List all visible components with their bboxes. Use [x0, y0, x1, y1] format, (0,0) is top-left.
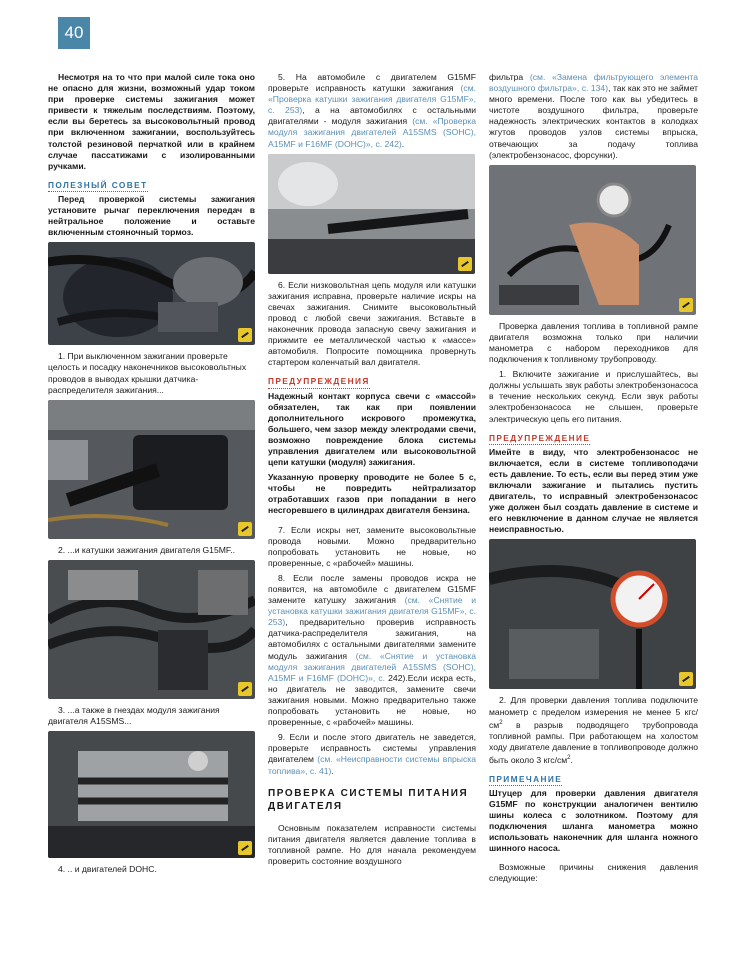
caption-1: 1. При выключенном зажигании проверьте целость и посадку наконечников высоковольтных проводов в выводах крышки датчика-распределителя зажигания...	[48, 351, 247, 395]
photo-dohc-engine	[48, 731, 255, 858]
column-1	[48, 72, 255, 879]
causes-intro: Возможные причины снижения давления следующие:	[489, 862, 698, 884]
warning-title: ПРЕДУПРЕЖДЕНИЕ	[489, 433, 590, 445]
superscript: 2	[567, 754, 571, 761]
ref-link[interactable]: (см. «Проверка катушки зажигания двигателя G15MF», с. 253)	[268, 83, 476, 116]
photo-spark-plug-wire	[268, 154, 475, 274]
ref-link[interactable]: (см. «Замена фильтрующего элемента воздушного фильтра», с. 134)	[489, 72, 698, 94]
warning-text: Имейте в виду, что электробензонасос не включается, если в системе топливоподачи есть давление. То есть, если вы перед этим уже включали зажигание и пытались пустить двигатель, то исправный электробензонасос уже должен был создать давление в системе и его невключение в данном случае не является неисправностью.	[489, 446, 698, 535]
photo-distributor	[48, 242, 255, 345]
section-heading: ПРОВЕРКА СИСТЕМЫ ПИТАНИЯ ДВИГАТЕЛЯ	[268, 787, 469, 812]
caption-4: 4. .. и двигателей DOHC.	[58, 863, 157, 874]
step-8	[268, 573, 476, 728]
tool-icon	[458, 257, 472, 271]
filter-continuation	[489, 72, 698, 161]
note-title: ПРИМЕЧАНИЕ	[489, 774, 562, 786]
tip-title: ПОЛЕЗНЫЙ СОВЕТ	[48, 180, 148, 192]
photo-ignition-coil	[48, 400, 255, 539]
step-9-text: 9. Если и после этого двигатель не заведется, проверьте исправность системы управления двигателем	[268, 732, 476, 765]
step-9-text: .	[331, 765, 334, 776]
tool-icon	[679, 298, 693, 312]
note-text: Штуцер для проверки давления двигателя G15MF по конструкции аналогичен вентилю шины колеса с золотником. Поэтому для подключения шланга манометра можно использовать наконечник для шланга ножного шинного насоса.	[489, 787, 698, 854]
tool-icon	[238, 522, 252, 536]
column-3	[489, 72, 698, 889]
continuation-text: фильтра	[489, 72, 530, 82]
step-6: 6. Если низковольтная цепь модуля или катушки зажигания исправна, проверьте наличие искры на свечах зажигания. Снимите высоковольтный провод с любой свечи зажигания. Вставьте в наконечник провода запасную свечу зажигания и прижмите ее металлической частью к «массе» автомобиля. Попросите помощника провернуть стартером коленчатый вал двигателя.	[268, 279, 476, 368]
tip-text: Перед проверкой системы зажигания установите рычаг переключения передач в нейтральное положение и оставьте включенным стояночный тормоз.	[48, 193, 255, 238]
photo-pressure-gauge-kit	[489, 165, 696, 315]
step-9	[268, 732, 476, 776]
step-5-text: , а на автомобилях с остальными двигателями - модуля зажигания	[268, 105, 476, 127]
caption-2: 2. ...и катушки зажигания двигателя G15MF..	[58, 544, 235, 555]
step-8-text: 8. Если после замены проводов искра не появится, на автомобиле с двигателем G15MF замените катушку зажигания	[268, 572, 476, 606]
step-2-text: 2. Для проверки давления топлива подключите манометр с пределом измерения не менее 5 кгс/см	[489, 695, 698, 730]
step-5-text: 5. На автомобиле с двигателем G15MF проверьте исправность катушки зажигания	[268, 72, 476, 94]
step-2-text: в разрыв подводящего трубопровода топливной рампы. При работающем на холостом ходу двигателе давление в топливопроводе должно быть около 3 кгс/см	[489, 719, 698, 765]
ref-link[interactable]: (см. «Снятие и установка катушки зажигания двигателя G15MF», с. 253)	[268, 595, 476, 628]
tool-icon	[238, 841, 252, 855]
step-7: 7. Если искры нет, замените высоковольтные провода новыми. Можно предварительно попробовать установить не новые, но проверенные, с «рабочей» машины.	[268, 524, 476, 568]
step-8-text: , предварительно проверив исправность датчика-распределителя зажигания, на автомобилях с остальными двигателями замените модуль зажигания	[268, 617, 476, 661]
ref-link[interactable]: (см. «Неисправности системы впрыска топлива», с. 41)	[268, 754, 476, 776]
step-5	[268, 72, 476, 150]
page-number: 40	[58, 17, 90, 49]
step-1: 1. Включите зажигание и прислушайтесь, вы должны услышать звук работы электробензонасоса в течение нескольких секунд. Если звук работы электробензонасоса не слышен, проверьте электрическую цепь его питания.	[489, 369, 698, 424]
pressure-intro: Проверка давления топлива в топливной рампе двигателя возможна только при наличии манометра с набором переходников для подключения к топливному трубопроводу.	[489, 320, 698, 365]
warning-2: Указанную проверку проводите не более 5 с, чтобы не повредить нейтрализатор отработавших газов при попадании в него несгоревшего в цилиндрах двигателя бензина.	[268, 472, 476, 516]
step-8-text: 242).Если искра есть, но двигатель не заводится, замените свечи зажигания новыми. Можно предварительно также попробовать установить не новые, но проверенные, с «рабочей» машины.	[268, 672, 476, 728]
tool-icon	[238, 682, 252, 696]
step-5-text: .	[401, 138, 405, 149]
fuel-intro: Основным показателем исправности системы питания двигателя является давление топлива в топливной рампе. Но для начала рекомендуем проверить состояние воздушного	[268, 822, 476, 866]
ref-link[interactable]: (см. «Проверка модуля зажигания двигателей A15SMS (SOHC), A15MF и F16MF (DOHC)», с. 242)	[268, 116, 476, 149]
superscript: 2	[499, 719, 503, 726]
step-2-text: .	[570, 754, 573, 765]
column-2	[268, 72, 476, 871]
photo-gauge-connected	[489, 539, 696, 689]
step-2	[489, 695, 698, 765]
tool-icon	[679, 672, 693, 686]
continuation-text: , так как это не займет много времени. После того как вы убедитесь в чистоте воздушного фильтра, проверьте надежность электрических контактов в колодках жгутов проводов узлов системы впрыска, отвечающих за подачу топлива (электробензонасос, форсунки).	[489, 83, 698, 160]
ref-link[interactable]: (см. «Снятие и установка модуля зажигания двигателей A15SMS (SOHC), A15MF и F16MF (DOHC)», с.	[268, 650, 476, 683]
caption-3: 3. ...а также в гнездах модуля зажигания двигателя A15SMS...	[48, 704, 220, 726]
warning-1: Надежный контакт корпуса свечи с «массой» обязателен, так как при появлении дополнительного искрового промежутка, большего, чем зазор между электродами свечи, возможно повреждение блока системы управления двигателем или высоковольтной цепи катушки (модуля) зажигания.	[268, 390, 476, 468]
tool-icon	[238, 328, 252, 342]
intro-warning: Несмотря на то что при малой силе тока оно не опасно для жизни, возможный удар током при проверке системы зажигания может привести к тяжелым последствиям. Поэтому, если вы беретесь за высоковольтный провод при включенном зажигании, воспользуйтесь толстой резиновой перчаткой или в крайнем случае пассатижами с изолированными ручками.	[48, 72, 255, 171]
photo-ignition-module	[48, 560, 255, 699]
warnings-title: ПРЕДУПРЕЖДЕНИЯ	[268, 376, 370, 388]
